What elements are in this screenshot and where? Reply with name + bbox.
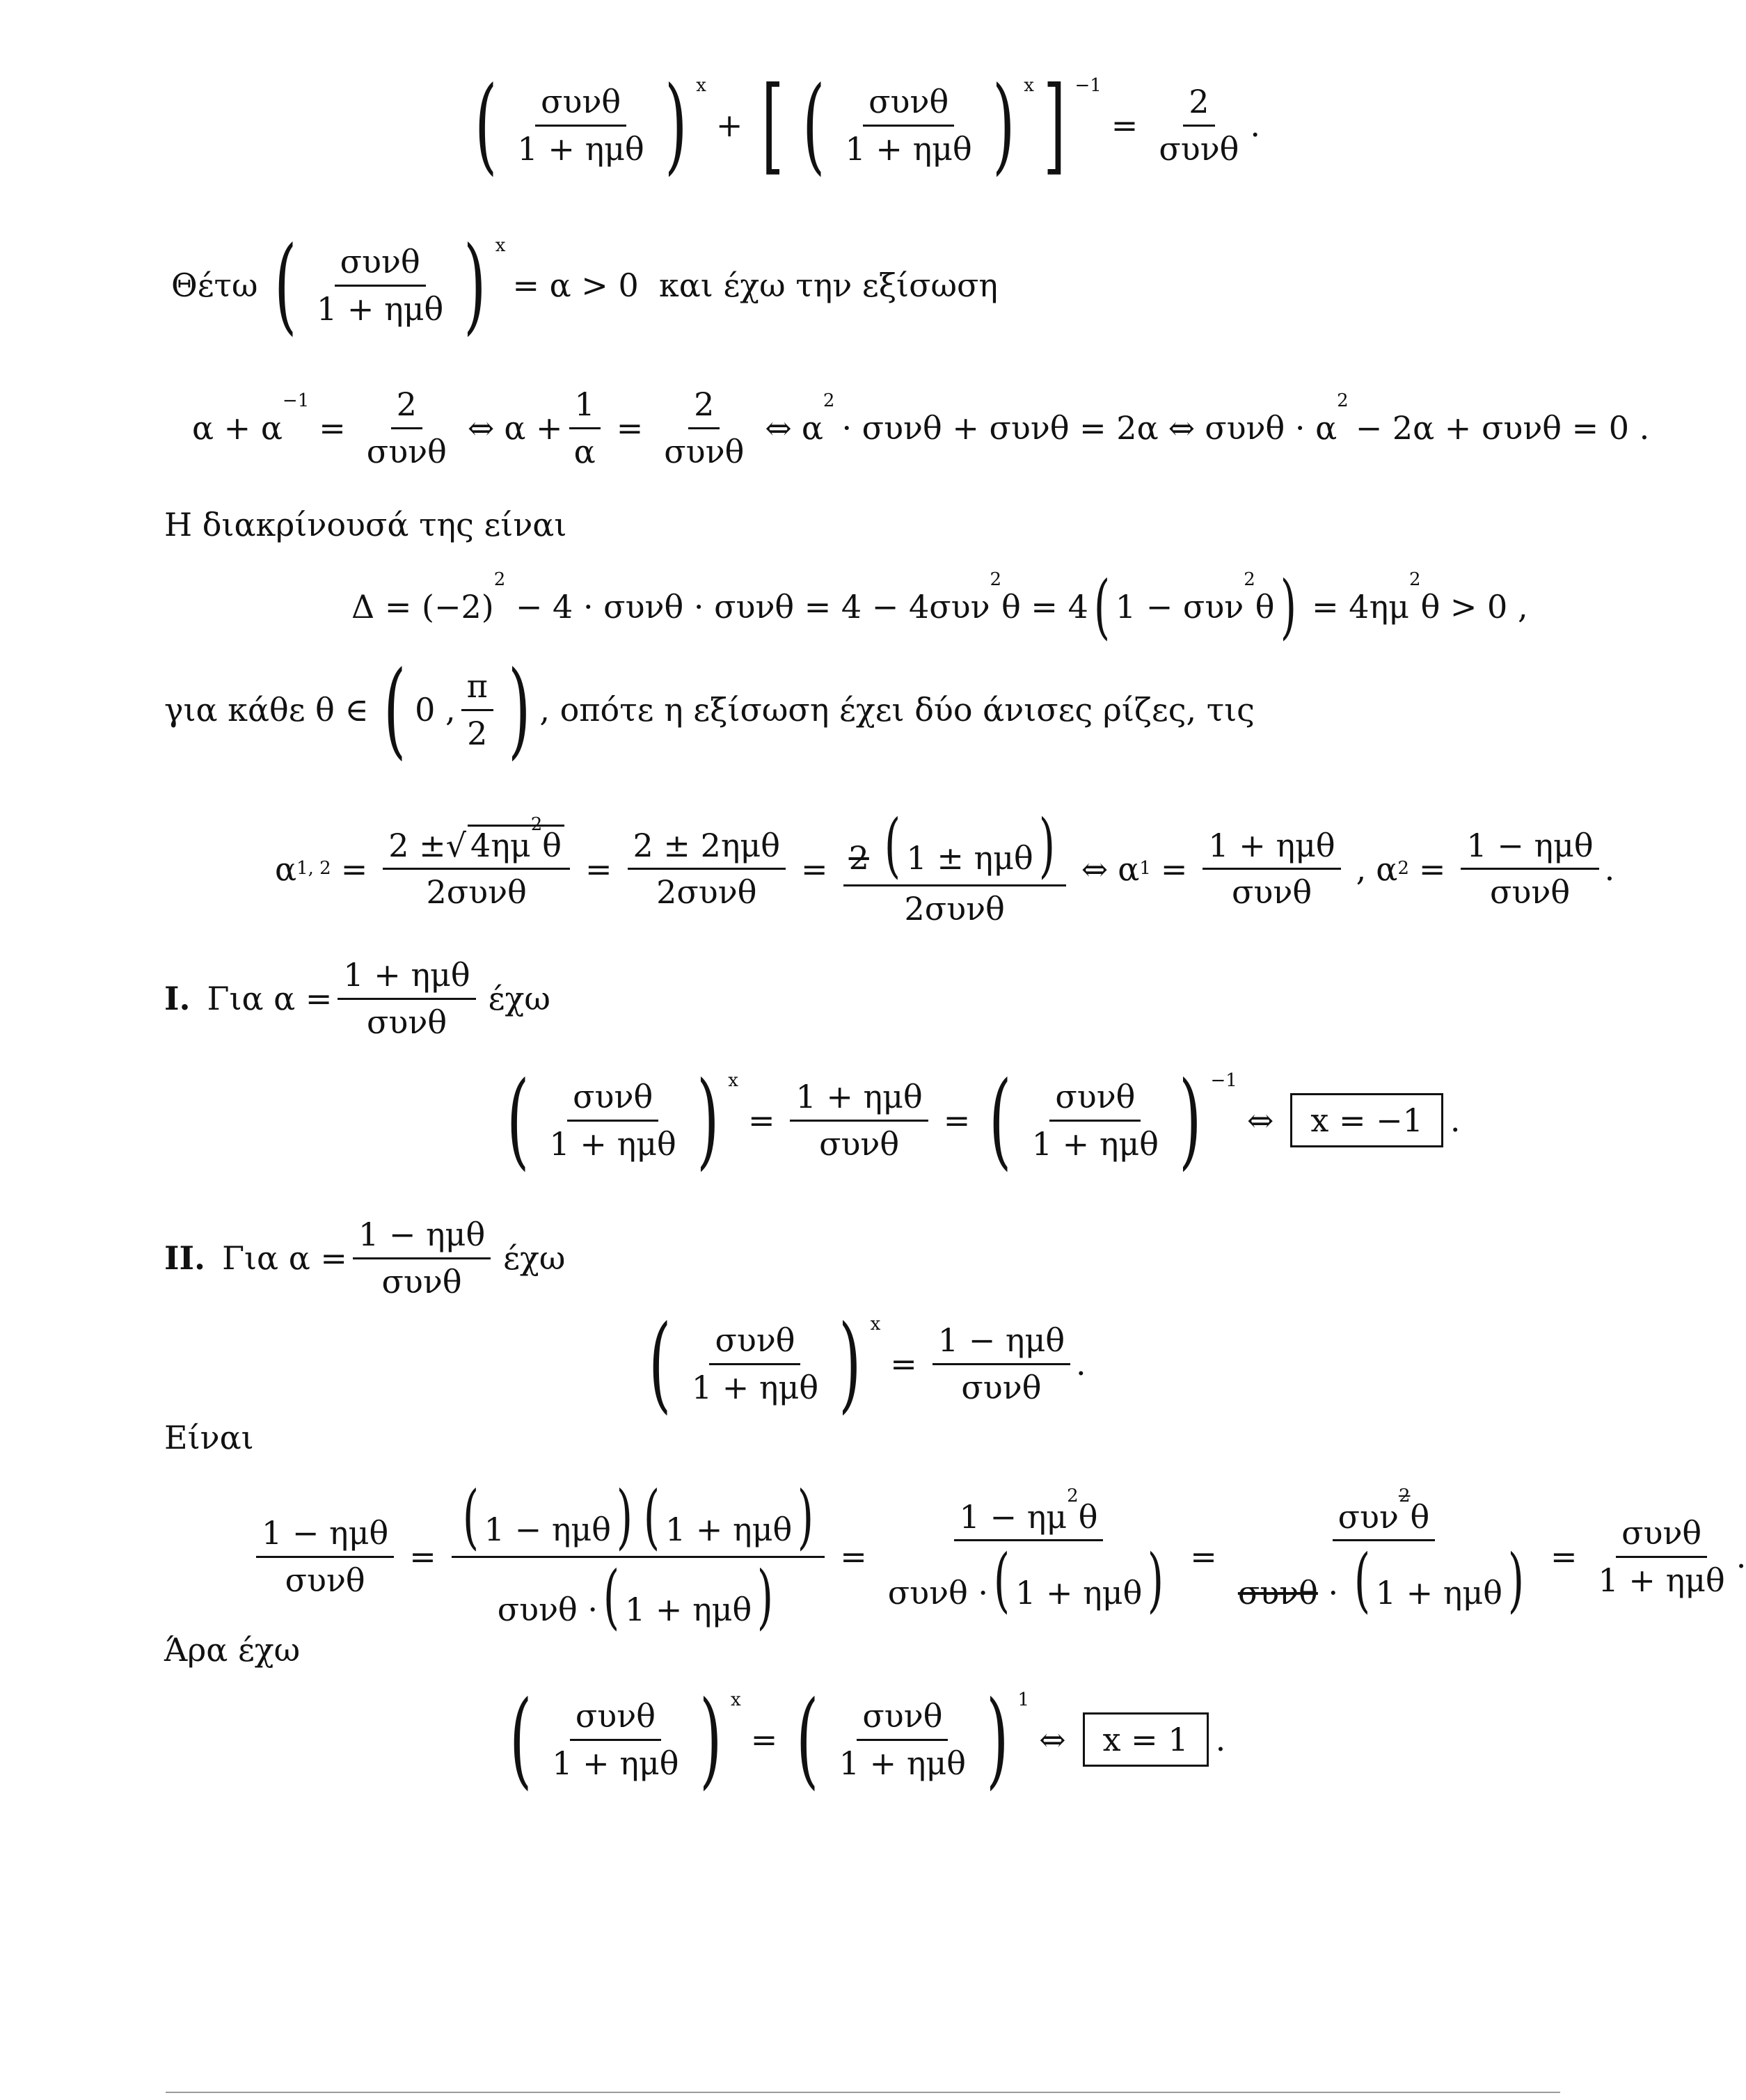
numerator: ( 1 − ημθ) ( 1 + ημθ) bbox=[452, 1482, 825, 1558]
text: Είναι bbox=[164, 1419, 254, 1456]
exponent: x bbox=[696, 75, 706, 96]
numerator: 1 − ημθ bbox=[932, 1322, 1070, 1365]
ara-label bbox=[164, 1632, 300, 1669]
exponent: x bbox=[1024, 75, 1034, 96]
final-equation: ( $\frac{\text{συνθ}}{\text{1 + ημθ}}$ ) x = ( $\frac{\text{συνθ}}{\text{1 + ημθ}}$ ) 1 ⇔ x = 1 . bbox=[509, 1679, 1226, 1800]
denominator: συνθ bbox=[367, 1003, 447, 1041]
fraction bbox=[628, 827, 786, 912]
text: Θέτω bbox=[171, 266, 258, 304]
denominator: συνθ bbox=[1490, 873, 1571, 912]
equation-top: ( $\frac{\text{συνθ}}{\text{1 + ημθ}}$ ) x + [ ( $\frac{\text{συνθ}}{\text{1 + ημθ}}$ ) x ] −1 = $\frac{2}{\text{συνθ}}$ . bbox=[0, 73, 1726, 177]
substitution-line bbox=[164, 225, 1005, 346]
denominator: συνθ bbox=[381, 1262, 462, 1300]
discriminant-intro bbox=[164, 507, 566, 543]
text: για κάθε θ ∈ bbox=[164, 690, 369, 729]
numerator: συνθ bbox=[570, 1698, 661, 1741]
denominator: 1 + ημθ bbox=[1031, 1124, 1159, 1163]
fraction bbox=[840, 83, 978, 168]
discriminant-equation: Δ = (−2) $^2$ − 4 · συνθ · συνθ = 4 − 4συν $^2$ θ = 4 ( 1 − συν $^2$ θ ) = 4ημ $^2$ θ > 0 , bbox=[351, 566, 1528, 647]
numerator: συν$^2$θ bbox=[1333, 1499, 1436, 1542]
fraction bbox=[383, 813, 570, 912]
fraction bbox=[1203, 827, 1340, 912]
text: = α > 0 και έχω την εξίσωση bbox=[512, 266, 998, 304]
fraction bbox=[932, 1322, 1070, 1406]
numerator: 1 + ημθ bbox=[790, 1079, 928, 1122]
denominator: 2συνθ bbox=[656, 873, 757, 912]
denominator: 1 + ημθ bbox=[1598, 1561, 1725, 1599]
text: Η διακρίνουσά της είναι bbox=[164, 506, 567, 543]
denominator: συνθ · ( 1 + ημθ) bbox=[1237, 1539, 1525, 1621]
numerator: 1 − ημθ bbox=[353, 1216, 491, 1259]
case-2-header bbox=[164, 1216, 572, 1300]
numerator: 1 − ημθ bbox=[1461, 827, 1598, 870]
numerator: συνθ bbox=[335, 244, 426, 287]
einai-label bbox=[164, 1419, 254, 1456]
fraction bbox=[882, 1485, 1175, 1621]
expr: − 2α + συνθ = 0 . bbox=[1355, 408, 1650, 447]
case-1-equation: ( $\frac{\text{συνθ}}{\text{1 + ημθ}}$ ) x = $\frac{\text{1 + ημθ}}{\text{συνθ}}$ = ( $\frac{\text{συνθ}}{\text{1 + ημθ}}$ ) −1 ⇔ x = −1 . bbox=[507, 1060, 1461, 1181]
denominator: συνθ ·( 1 + ημθ) bbox=[497, 1556, 774, 1637]
numerator: συνθ bbox=[535, 83, 626, 127]
fraction bbox=[353, 1216, 491, 1300]
expr: συνθ · α bbox=[1205, 408, 1338, 447]
expr: α + α bbox=[192, 408, 283, 447]
text: Για α = bbox=[222, 1239, 347, 1277]
bracket-group: [ ( $\frac{\text{συνθ}}{\text{1 + ημθ}}$ ) x ] −1 bbox=[761, 65, 1102, 186]
case-1-header bbox=[164, 957, 557, 1041]
expr: α bbox=[801, 408, 823, 447]
denominator: 1 + ημθ bbox=[845, 129, 972, 168]
text: έχω bbox=[488, 979, 550, 1017]
fraction bbox=[256, 1515, 394, 1599]
numerator: συνθ bbox=[1616, 1515, 1707, 1558]
numerator: 2 bbox=[1183, 83, 1214, 127]
denominator: 1 + ημθ bbox=[517, 129, 644, 168]
denominator: 1 + ημθ bbox=[317, 289, 444, 328]
denominator: 2συνθ bbox=[426, 873, 527, 912]
paren-group: ( $\frac{\text{συνθ}}{\text{1 + ημθ}}$ ) x bbox=[475, 65, 706, 186]
fraction bbox=[546, 1698, 684, 1782]
case-label: I. bbox=[164, 979, 191, 1017]
fraction bbox=[512, 83, 650, 168]
expr: α + bbox=[504, 408, 563, 447]
interval-line: για κάθε θ ∈ ( 0 , $\frac{\pi}{2}$ ) , οπότε η εξίσωση έχει δύο άνισες ρίζες, τις bbox=[164, 649, 1255, 770]
footer-rule bbox=[166, 2092, 1560, 2093]
denominator: συνθ bbox=[961, 1368, 1042, 1406]
denominator: 2συνθ bbox=[904, 890, 1005, 928]
denominator: συνθ bbox=[285, 1561, 365, 1599]
roots-equation: α 1, 2 = $\frac{2 \pm√ 4\eta\mu^2\theta}{\text{2συνθ}}$ = $\frac{\text{2 ± 2ημθ}}{\text{2συνθ}}$ = $\frac{\text{2 ( 1 ± ημθ)}}{\text{2συνθ}}$ ⇔ α 1 = $\frac{\text{1 + ημθ}}{\text{συνθ}}$ , α 2 = $\frac{\text{1 − ημθ}}{\text{συνθ}}$ . bbox=[275, 804, 1615, 928]
fraction bbox=[544, 1079, 682, 1163]
text: Άρα έχω bbox=[164, 1631, 301, 1669]
denominator: 1 + ημθ bbox=[839, 1744, 966, 1782]
numerator: συνθ bbox=[567, 1079, 658, 1122]
fraction bbox=[361, 386, 452, 470]
numerator: 1 bbox=[569, 386, 601, 429]
fraction bbox=[1026, 1079, 1164, 1163]
fraction bbox=[569, 386, 601, 470]
fraction bbox=[1461, 827, 1598, 912]
fraction bbox=[658, 386, 749, 470]
denominator: 1 + ημθ bbox=[552, 1744, 679, 1782]
numerator: 2 ±√ $4\eta\mu^2\theta$ bbox=[383, 827, 570, 870]
fraction bbox=[1232, 1485, 1535, 1621]
numerator: 2 ( 1 ± ημθ) bbox=[843, 811, 1066, 886]
numerator: 2 ± 2ημθ bbox=[628, 827, 786, 870]
numerator: $1 - \eta\mu^2\theta$ bbox=[954, 1499, 1104, 1542]
denominator: συνθ bbox=[1232, 873, 1312, 912]
denominator: συνθ bbox=[1159, 129, 1239, 168]
fraction bbox=[311, 244, 449, 328]
numerator: συνθ bbox=[709, 1322, 800, 1365]
identity-chain: $\frac{\text{1 − ημθ}}{\text{συνθ}}$ = $\frac{\text{( 1 − ημθ) ( 1 + ημθ)}}{\text{συνθ ·( 1 + ημθ)}}$ = $\frac{1 - \eta\mu^2\theta}{\text{συνθ ·( 1 + ημθ)}}$ = $\frac{\sigma\upsilon\nu^2\theta}{\text{συνθ · ( 1 + ημθ)}}$ = $\frac{\text{συνθ}}{\text{1 + ημθ}}$ . bbox=[251, 1482, 1746, 1632]
fraction bbox=[686, 1322, 824, 1406]
numerator: 1 + ημθ bbox=[1203, 827, 1340, 870]
numerator: π bbox=[461, 668, 493, 711]
fraction bbox=[843, 804, 1066, 928]
paren-group: ( $\frac{\text{συνθ}}{\text{1 + ημθ}}$ ) x bbox=[273, 225, 506, 346]
fraction bbox=[1153, 83, 1244, 168]
numerator: 2 bbox=[391, 386, 422, 429]
denominator: α bbox=[573, 432, 596, 470]
fraction bbox=[452, 1476, 825, 1637]
result-box: x = −1 bbox=[1290, 1093, 1443, 1148]
numerator: συνθ bbox=[1049, 1079, 1141, 1122]
fraction bbox=[834, 1698, 971, 1782]
denominator: συνθ bbox=[819, 1124, 900, 1163]
fraction bbox=[790, 1079, 928, 1163]
denominator: συνθ bbox=[664, 432, 745, 470]
denominator: 2 bbox=[467, 714, 488, 752]
fraction bbox=[338, 957, 475, 1041]
fraction bbox=[1593, 1515, 1731, 1599]
numerator: 1 − ημθ bbox=[256, 1515, 394, 1558]
numerator: συνθ bbox=[863, 83, 954, 127]
denominator: 1 + ημθ bbox=[691, 1368, 819, 1406]
exponent: −1 bbox=[1074, 75, 1102, 96]
result-box: x = 1 bbox=[1083, 1712, 1209, 1767]
numerator: 2 bbox=[688, 386, 720, 429]
text: , οπότε η εξίσωση έχει δύο άνισες ρίζες, τις bbox=[539, 690, 1255, 729]
quadratic-derivation: α + α $^{-1}$ = $\frac{2}{\text{συνθ}}$ ⇔ α + $\frac{1}{\alpha}$ = $\frac{2}{\text{συνθ}}$ ⇔ α $^2$ · συνθ + συνθ = 2α ⇔ συνθ · α $^2$ − 2α + συνθ = 0 . bbox=[192, 385, 1650, 470]
case-label: II. bbox=[164, 1239, 206, 1277]
numerator: 1 + ημθ bbox=[338, 957, 475, 1000]
case-2-equation: ( $\frac{\text{συνθ}}{\text{1 + ημθ}}$ ) x = $\frac{\text{1 − ημθ}}{\text{συνθ}}$ . bbox=[649, 1303, 1086, 1424]
denominator: συνθ ·( 1 + ημθ) bbox=[887, 1539, 1164, 1621]
text: έχω bbox=[503, 1239, 566, 1277]
numerator: συνθ bbox=[857, 1698, 948, 1741]
fraction bbox=[461, 668, 493, 752]
denominator: συνθ bbox=[366, 432, 447, 470]
expr: · συνθ + συνθ = 2α bbox=[841, 408, 1159, 447]
text: Για α = bbox=[207, 979, 333, 1017]
exponent: x bbox=[495, 235, 506, 256]
denominator: 1 + ημθ bbox=[549, 1124, 676, 1163]
